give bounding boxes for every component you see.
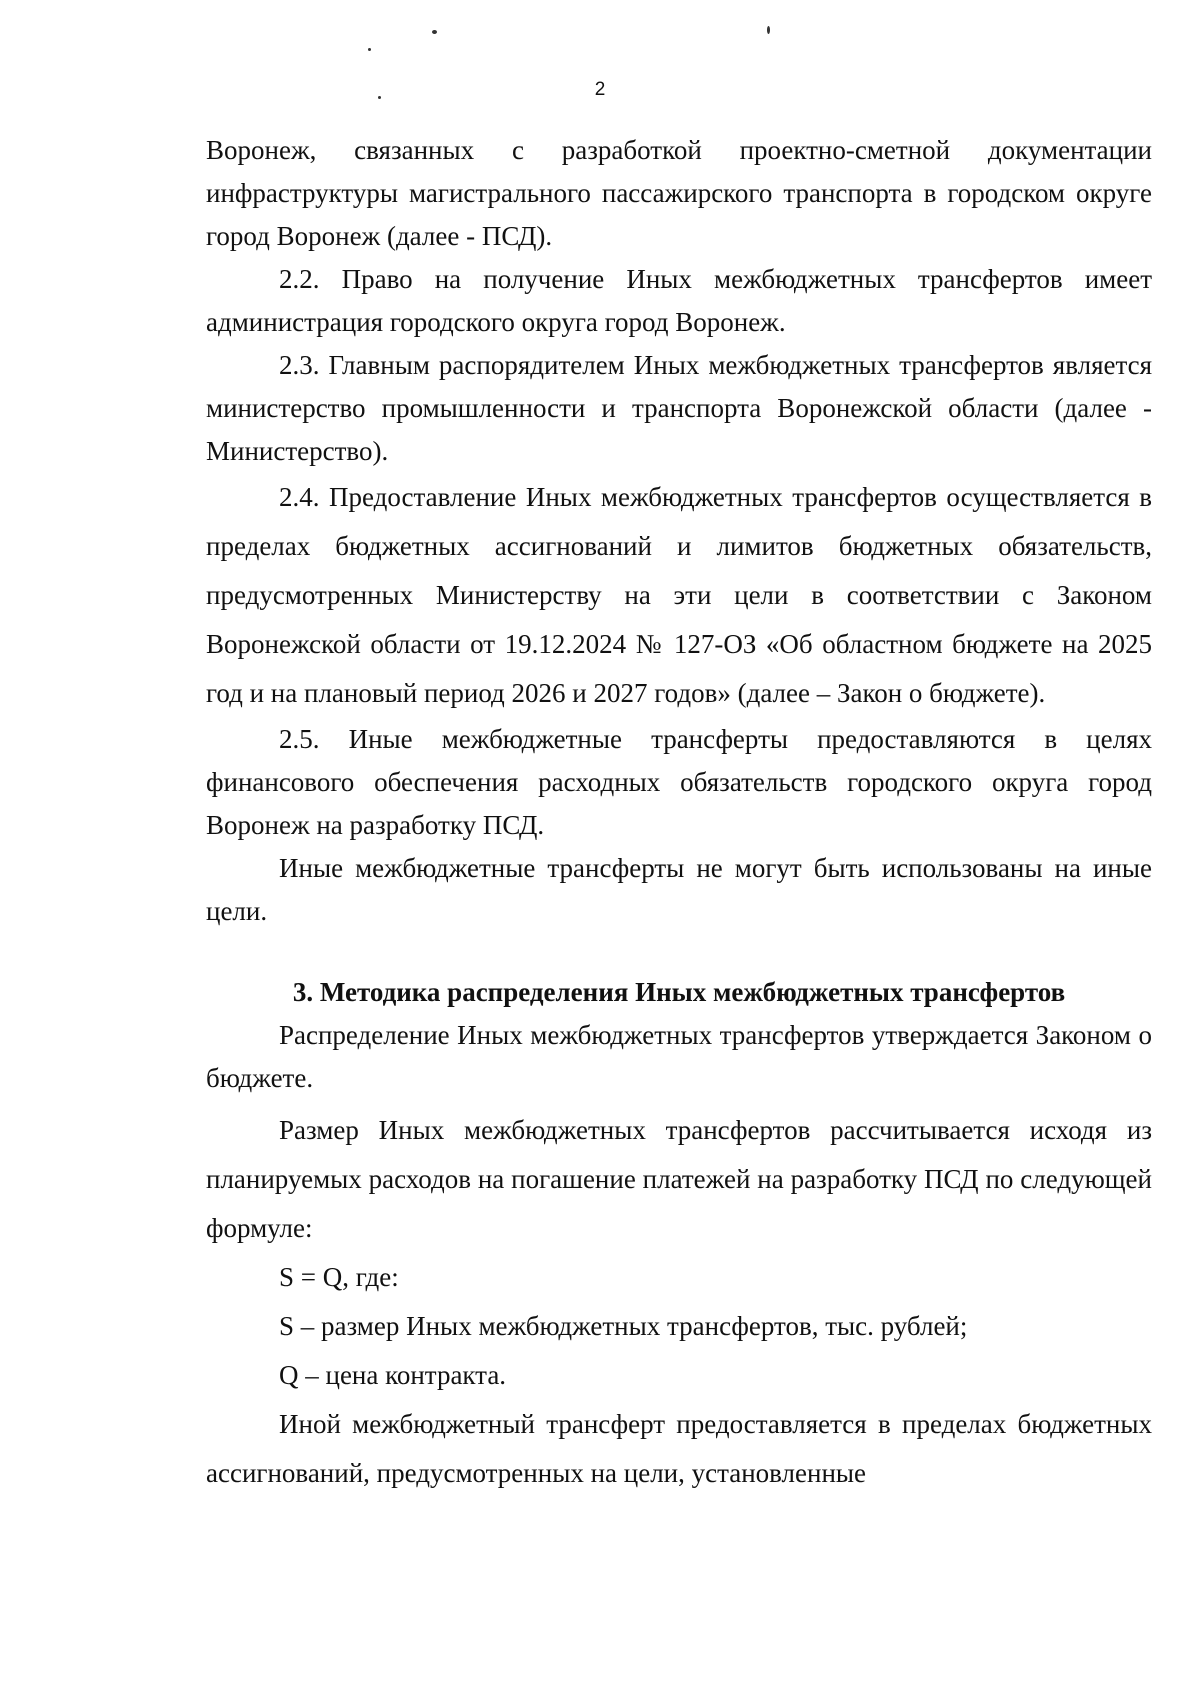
paragraph-2-3: 2.3. Главным распорядителем Иных межбюджетных трансфертов является министерство промышленности и транспорта Воронежской области (далее - Министерство). (206, 350, 1152, 466)
formula-definition-s: S – размер Иных межбюджетных трансфертов, тыс. рублей; (279, 1311, 968, 1341)
paragraph-2-5-restriction: Иные межбюджетные трансферты не могут быть использованы на иные цели. (206, 853, 1152, 926)
paragraph-2-5: 2.5. Иные межбюджетные трансферты предоставляются в целях финансового обеспечения расходных обязательств городского округа город Воронеж на разработку ПСД. (206, 724, 1152, 840)
paragraph-3-size: Размер Иных межбюджетных трансфертов рассчитывается исходя из планируемых расходов на погашение платежей на разработку ПСД по следующей формуле: (206, 1115, 1152, 1243)
formula-definition-q: Q – цена контракта. (279, 1360, 507, 1390)
paragraph-continuation: Воронеж, связанных с разработкой проектно-сметной документации инфраструктуры магистрального пассажирского транспорта в городском округе город Воронеж (далее - ПСД). (206, 135, 1152, 251)
page-number: 2 (594, 79, 606, 100)
paragraph-2-4: 2.4. Предоставление Иных межбюджетных трансфертов осуществляется в пределах бюджетных ассигнований и лимитов бюджетных обязательств, предусмотренных Министерству на эти цели в соответствии с Законом Воронежской области от 19.12.2024 № 127-ОЗ «Об областном бюджете на 2025 год и на плановый период 2026 и 2027 годов» (далее – Закон о бюджете). (206, 482, 1152, 708)
paragraph-2-2: 2.2. Право на получение Иных межбюджетных трансфертов имеет администрация городского округа город Воронеж. (206, 264, 1152, 337)
paragraph-3-distribution: Распределение Иных межбюджетных трансфертов утверждается Законом о бюджете. (206, 1020, 1152, 1093)
scan-speck (368, 48, 371, 51)
scan-speck (767, 26, 770, 34)
section-3-heading: 3. Методика распределения Иных межбюджетных трансфертов (292, 977, 1066, 1007)
formula: S = Q, где: (279, 1262, 399, 1292)
paragraph-3-limits: Иной межбюджетный трансферт предоставляется в пределах бюджетных ассигнований, предусмотренных на цели, установленные (206, 1409, 1152, 1488)
document-body (206, 129, 1152, 1498)
scan-speck (432, 30, 437, 34)
